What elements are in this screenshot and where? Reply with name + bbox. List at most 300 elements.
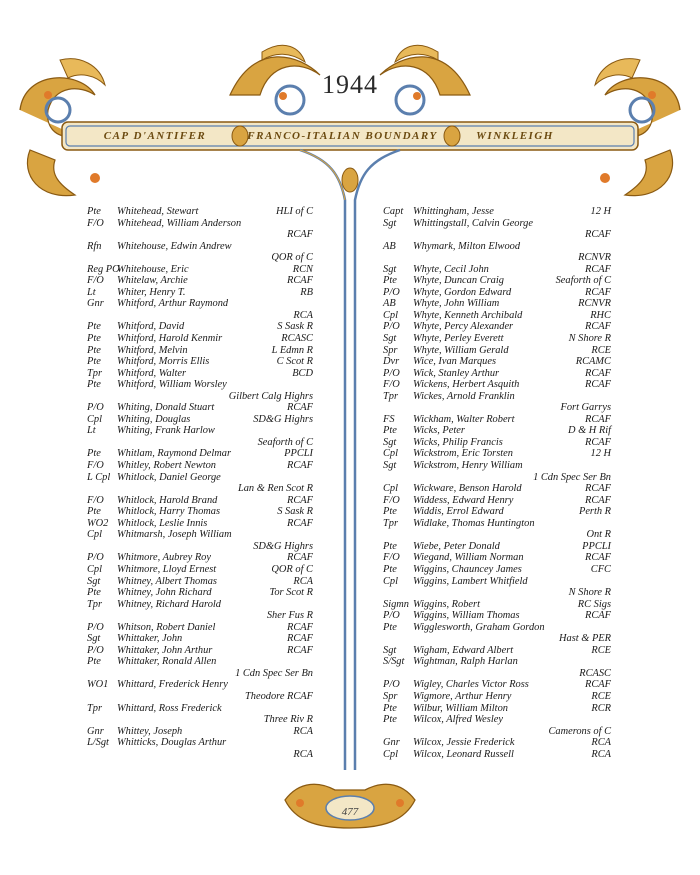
rank: Sgt (383, 333, 397, 345)
rank: P/O (383, 610, 400, 622)
rank: Cpl (383, 483, 399, 495)
list-item (383, 518, 611, 541)
rank: Pte (383, 275, 397, 287)
unit: L Edmn R (271, 344, 313, 356)
rank: P/O (383, 367, 400, 379)
unit: QOR of C (271, 563, 313, 575)
unit: RCE (591, 644, 611, 656)
list-item (383, 610, 611, 622)
page-number: 477 (341, 806, 359, 818)
unit: PPCLI (284, 448, 313, 460)
list-item (87, 345, 313, 357)
rank: Sigmn (383, 598, 409, 610)
name: Whitehead, William Anderson (117, 217, 242, 229)
list-item (383, 425, 611, 437)
unit: RCAF (585, 321, 611, 333)
name: Wigglesworth, Graham Gordon (413, 621, 545, 633)
name: Whyte, Percy Alexander (413, 321, 514, 333)
name: Wightman, Ralph Harlan (413, 656, 518, 668)
rank: Pte (87, 587, 101, 599)
name: Whittard, Frederick Henry (117, 679, 228, 691)
name: Whitford, David (117, 321, 185, 333)
rank: F/O (87, 275, 104, 287)
unit: RCAF (287, 494, 313, 506)
rank: P/O (87, 552, 104, 564)
rank: Cpl (383, 748, 399, 760)
list-item (87, 576, 313, 588)
unit (311, 599, 313, 611)
list-item (383, 345, 611, 357)
name: Whitehouse, Eric (117, 263, 189, 275)
list-item (383, 264, 611, 276)
rank: Sgt (87, 633, 101, 645)
unit-continuation: Fort Garrys (560, 402, 611, 414)
unit: RCAF (287, 621, 313, 633)
list-item (87, 218, 313, 241)
rank: F/O (383, 379, 400, 391)
list-item (87, 206, 313, 218)
name: Whyte, Perley Everett (413, 333, 504, 345)
list-item (87, 379, 313, 402)
rank: Pte (383, 506, 397, 518)
unit: C Scot R (276, 356, 313, 368)
name: Whitelaw, Archie (117, 275, 188, 287)
rank: P/O (383, 286, 400, 298)
name: Widdis, Errol Edward (413, 506, 504, 518)
list-item (383, 287, 611, 299)
rank: Pte (87, 656, 101, 668)
unit: RCASC (281, 333, 313, 345)
name: Wilcox, Leonard Russell (413, 748, 514, 760)
name: Wigham, Edward Albert (413, 644, 514, 656)
rank: Cpl (383, 448, 399, 460)
name: Whitford, Walter (117, 367, 187, 379)
list-item (87, 425, 313, 448)
name: Wicks, Philip Francis (413, 436, 503, 448)
name: Wickware, Benson Harold (413, 483, 522, 495)
rank: Sgt (87, 575, 101, 587)
rank: Pte (87, 379, 101, 391)
name: Whitson, Robert Daniel (117, 621, 216, 633)
name: Whitmore, Aubrey Roy (117, 552, 211, 564)
list-item (87, 356, 313, 368)
name: Whiting, Donald Stuart (117, 402, 215, 414)
list-item (383, 310, 611, 322)
unit: Perth R (578, 506, 611, 518)
unit (311, 241, 313, 253)
name: Widlake, Thomas Huntington (413, 517, 535, 529)
list-item (383, 218, 611, 241)
rank: F/O (87, 217, 104, 229)
name: Wickstrom, Eric Torsten (413, 448, 513, 460)
unit (311, 529, 313, 541)
list-item (383, 691, 611, 703)
list-item (383, 241, 611, 264)
unit (311, 737, 313, 749)
unit: RCAF (585, 552, 611, 564)
list-item (383, 714, 611, 737)
name: Whittard, Ross Frederick (117, 702, 222, 714)
unit: RCNVR (578, 298, 611, 310)
unit-continuation: 1 Cdn Spec Ser Bn (235, 667, 313, 679)
list-item (87, 448, 313, 460)
unit: RCA (591, 748, 611, 760)
rank: FS (383, 413, 395, 425)
rank: Pte (383, 540, 397, 552)
rank: Pte (87, 448, 101, 460)
unit: RB (300, 286, 313, 298)
list-item (383, 437, 611, 449)
list-item (87, 529, 313, 552)
rank: Cpl (87, 563, 103, 575)
name: Whitford, Melvin (117, 344, 188, 356)
name: Whitney, Albert Thomas (117, 575, 217, 587)
list-item (87, 241, 313, 264)
unit: RCA (293, 575, 313, 587)
rank: Sgt (383, 263, 397, 275)
banner-center: FRANCO-ITALIAN BOUNDARY (247, 130, 438, 142)
rank: Pte (87, 506, 101, 518)
unit-continuation: Theodore RCAF (244, 690, 313, 702)
unit (311, 703, 313, 715)
rank: WO2 (87, 517, 109, 529)
list-item (87, 679, 313, 702)
list-item (87, 460, 313, 472)
name: Wiggins, Robert (413, 598, 480, 610)
rank: Sgt (383, 436, 397, 448)
unit: SD&G Highrs (253, 413, 313, 425)
rank: Pte (383, 425, 397, 437)
name: Wicks, Peter (413, 425, 465, 437)
list-item (383, 645, 611, 657)
name: Wice, Ivan Marques (413, 356, 497, 368)
list-item (87, 622, 313, 634)
list-item (87, 645, 313, 657)
name: Whittaker, John (117, 633, 183, 645)
name: Wilcox, Jessie Frederick (413, 737, 515, 749)
unit: Tor Scot R (269, 587, 313, 599)
unit (311, 379, 313, 391)
unit: RCAF (585, 483, 611, 495)
unit-continuation: Ont R (586, 529, 611, 541)
list-item (383, 679, 611, 691)
rank: L Cpl (87, 471, 111, 483)
name: Whitlock, Harry Thomas (117, 506, 221, 518)
unit-continuation: Hast & PER (559, 633, 611, 645)
list-item (87, 552, 313, 564)
unit-continuation: N Shore R (568, 587, 611, 599)
rank: WO1 (87, 679, 109, 691)
rank: S/Sgt (383, 656, 405, 668)
rank: Pte (87, 344, 101, 356)
rank: P/O (383, 321, 400, 333)
name: Whitticks, Douglas Arthur (117, 737, 227, 749)
name: Whitmore, Lloyd Ernest (117, 563, 217, 575)
unit: 12 H (590, 206, 611, 217)
unit (311, 472, 313, 484)
rank: Tpr (87, 367, 103, 379)
name: Wiggins, Lambert Whitfield (413, 575, 528, 587)
name: Whyte, Gordon Edward (413, 286, 512, 298)
name: Whitford, Arthur Raymond (117, 298, 229, 310)
rank: Sgt (383, 217, 397, 229)
list-item (383, 599, 611, 611)
name: Whittaker, John Arthur (117, 644, 213, 656)
unit (609, 241, 611, 253)
name: Whiting, Frank Harlow (117, 425, 215, 437)
unit: RCAF (585, 367, 611, 379)
unit: RCAF (287, 552, 313, 564)
list-item (87, 737, 313, 760)
rank: P/O (87, 402, 104, 414)
unit: RCA (591, 737, 611, 749)
unit-continuation: Sher Fus R (266, 610, 313, 622)
name: Wiebe, Peter Donald (413, 540, 500, 552)
unit (609, 460, 611, 472)
unit (609, 576, 611, 588)
name: Whittaker, Ronald Allen (117, 656, 217, 668)
unit-continuation: RCAF (287, 229, 313, 241)
list-item (383, 737, 611, 749)
unit: S Sask R (277, 321, 313, 333)
unit (609, 518, 611, 530)
list-item (87, 506, 313, 518)
list-item (87, 402, 313, 414)
list-item (383, 333, 611, 345)
unit-continuation: RCASC (579, 667, 611, 679)
rank: Pte (383, 621, 397, 633)
name: Whyte, Kenneth Archibald (413, 309, 523, 321)
list-item (383, 356, 611, 368)
banner-right: WINKLEIGH (476, 130, 554, 142)
rank: P/O (87, 644, 104, 656)
name: Wilbur, William Milton (413, 702, 508, 714)
name: Whitford, William Worsley (117, 379, 227, 391)
rank: Pte (87, 333, 101, 345)
list-item (87, 414, 313, 426)
list-item (87, 564, 313, 576)
list-item (87, 633, 313, 645)
unit-continuation: RCA (293, 309, 313, 321)
rank: Spr (383, 344, 398, 356)
rank: F/O (87, 494, 104, 506)
rank: Cpl (87, 529, 103, 541)
list-item (87, 726, 313, 738)
unit-continuation: Seaforth of C (257, 436, 313, 448)
rank: Sgt (383, 460, 397, 472)
unit-continuation: RCAF (585, 229, 611, 241)
unit: RCAF (585, 413, 611, 425)
rank: Tpr (87, 702, 103, 714)
rank: Pte (87, 356, 101, 368)
rank: P/O (87, 621, 104, 633)
list-item (383, 576, 611, 599)
name: Wickens, Herbert Asquith (413, 379, 520, 391)
list-item (383, 206, 611, 218)
list-item (383, 483, 611, 495)
unit (609, 656, 611, 668)
list-item (383, 564, 611, 576)
unit: RCAF (585, 379, 611, 391)
list-item (383, 368, 611, 380)
list-item (87, 333, 313, 345)
name: Wick, Stanley Arthur (413, 367, 500, 379)
unit: RCAF (585, 436, 611, 448)
name: Whitlam, Raymond Delmar (117, 448, 231, 460)
unit: RCAF (287, 402, 313, 414)
name: Widdess, Edward Henry (413, 494, 514, 506)
unit (311, 656, 313, 668)
list-item (383, 379, 611, 391)
name: Whyte, Cecil John (413, 263, 489, 275)
rank: AB (383, 298, 396, 310)
list-item (87, 599, 313, 622)
name: Wickham, Walter Robert (413, 413, 515, 425)
unit: RCE (591, 690, 611, 702)
rank: Pte (87, 206, 101, 217)
unit-continuation: Three Riv R (263, 714, 313, 726)
unit: RCAF (585, 494, 611, 506)
unit (609, 391, 611, 403)
list-item (87, 321, 313, 333)
unit (609, 218, 611, 230)
unit-continuation: SD&G Highrs (253, 540, 313, 552)
unit: CFC (590, 563, 611, 575)
unit: RCAF (585, 263, 611, 275)
unit: S Sask R (277, 506, 313, 518)
rank: Pte (383, 714, 397, 726)
unit-continuation: QOR of C (271, 252, 313, 264)
rank: Tpr (383, 390, 399, 402)
unit (311, 425, 313, 437)
unit: HLI of C (276, 206, 313, 217)
rank: Sgt (383, 644, 397, 656)
unit: RCA (293, 725, 313, 737)
list-item (383, 275, 611, 287)
rank: Gnr (87, 298, 104, 310)
list-item (383, 298, 611, 310)
rank: Lt (87, 425, 96, 437)
name: Whiter, Henry T. (117, 286, 186, 298)
unit-continuation: Gilbert Calg Highrs (228, 390, 313, 402)
rank: Gnr (383, 737, 400, 749)
rank: Cpl (383, 575, 399, 587)
unit: PPCLI (582, 540, 611, 552)
rank: Tpr (383, 517, 399, 529)
name: Whitlock, Harold Brand (117, 494, 218, 506)
unit: RCN (292, 263, 313, 275)
unit: RCAF (287, 460, 313, 472)
list-item (383, 391, 611, 414)
rank: Lt (87, 286, 96, 298)
unit: RCAMC (575, 356, 611, 368)
rank: Reg PO (87, 263, 120, 275)
unit: D & H Rif (567, 425, 611, 437)
rank: Pte (383, 702, 397, 714)
name: Whitford, Harold Kenmir (117, 333, 223, 345)
unit: RHC (590, 309, 611, 321)
name: Whittey, Joseph (117, 725, 183, 737)
list-item (383, 541, 611, 553)
rank: Gnr (87, 725, 104, 737)
rank: AB (383, 240, 396, 252)
list-item (383, 749, 611, 761)
name: Whittingstall, Calvin George (413, 217, 533, 229)
name: Whyte, William Gerald (413, 344, 509, 356)
name: Wilcox, Alfred Wesley (413, 714, 503, 726)
name: Whitlock, Daniel George (117, 471, 221, 483)
unit-continuation: 1 Cdn Spec Ser Bn (533, 471, 611, 483)
list-item (383, 448, 611, 460)
list-item (87, 518, 313, 530)
list-item (87, 495, 313, 507)
name: Wigley, Charles Victor Ross (413, 679, 529, 691)
unit-continuation: Camerons of C (548, 725, 611, 737)
year-heading: 1944 (322, 70, 378, 99)
rank: Spr (383, 690, 398, 702)
list-item (87, 264, 313, 276)
list-item (383, 506, 611, 518)
unit-continuation: RCA (293, 748, 313, 760)
unit: RCAF (585, 679, 611, 691)
list-item (87, 275, 313, 287)
rank: Tpr (87, 598, 103, 610)
rank: Pte (383, 563, 397, 575)
list-item (87, 587, 313, 599)
rank: Capt (383, 206, 404, 217)
list-item (87, 287, 313, 299)
name: Whitlock, Leslie Innis (117, 517, 208, 529)
unit-continuation: Lan & Ren Scot R (237, 483, 313, 495)
name: Whitford, Morris Ellis (117, 356, 210, 368)
rank: Pte (87, 321, 101, 333)
name: Wiggins, Chauncey James (413, 563, 522, 575)
list-item (383, 321, 611, 333)
list-item (87, 368, 313, 380)
name: Wigmore, Arthur Henry (413, 690, 512, 702)
name: Whitley, Robert Newton (117, 460, 216, 472)
list-item (383, 460, 611, 483)
list-item (383, 495, 611, 507)
unit (311, 298, 313, 310)
banner-left: CAP D'ANTIFER (103, 130, 207, 142)
rank: F/O (87, 460, 104, 472)
unit (609, 714, 611, 726)
list-item (87, 472, 313, 495)
name: Whitehead, Stewart (117, 206, 199, 217)
name: Whitehouse, Edwin Andrew (117, 240, 232, 252)
rank: P/O (383, 679, 400, 691)
rank: F/O (383, 494, 400, 506)
rank: Cpl (383, 309, 399, 321)
unit: RCE (591, 344, 611, 356)
list-item (383, 703, 611, 715)
unit (311, 218, 313, 230)
name: Whitney, John Richard (117, 587, 212, 599)
rank: Rfn (87, 240, 102, 252)
unit: RCAF (287, 275, 313, 287)
unit: Seaforth of C (555, 275, 611, 287)
name: Whitmarsh, Joseph William (117, 529, 232, 541)
name: Whittingham, Jesse (413, 206, 494, 217)
name: Whyte, John William (413, 298, 500, 310)
unit: RC Sigs (577, 598, 611, 610)
name: Whiting, Douglas (117, 413, 191, 425)
rank: L/Sgt (87, 737, 109, 749)
unit-continuation: RCNVR (578, 252, 611, 264)
list-item (383, 414, 611, 426)
list-item (87, 656, 313, 679)
